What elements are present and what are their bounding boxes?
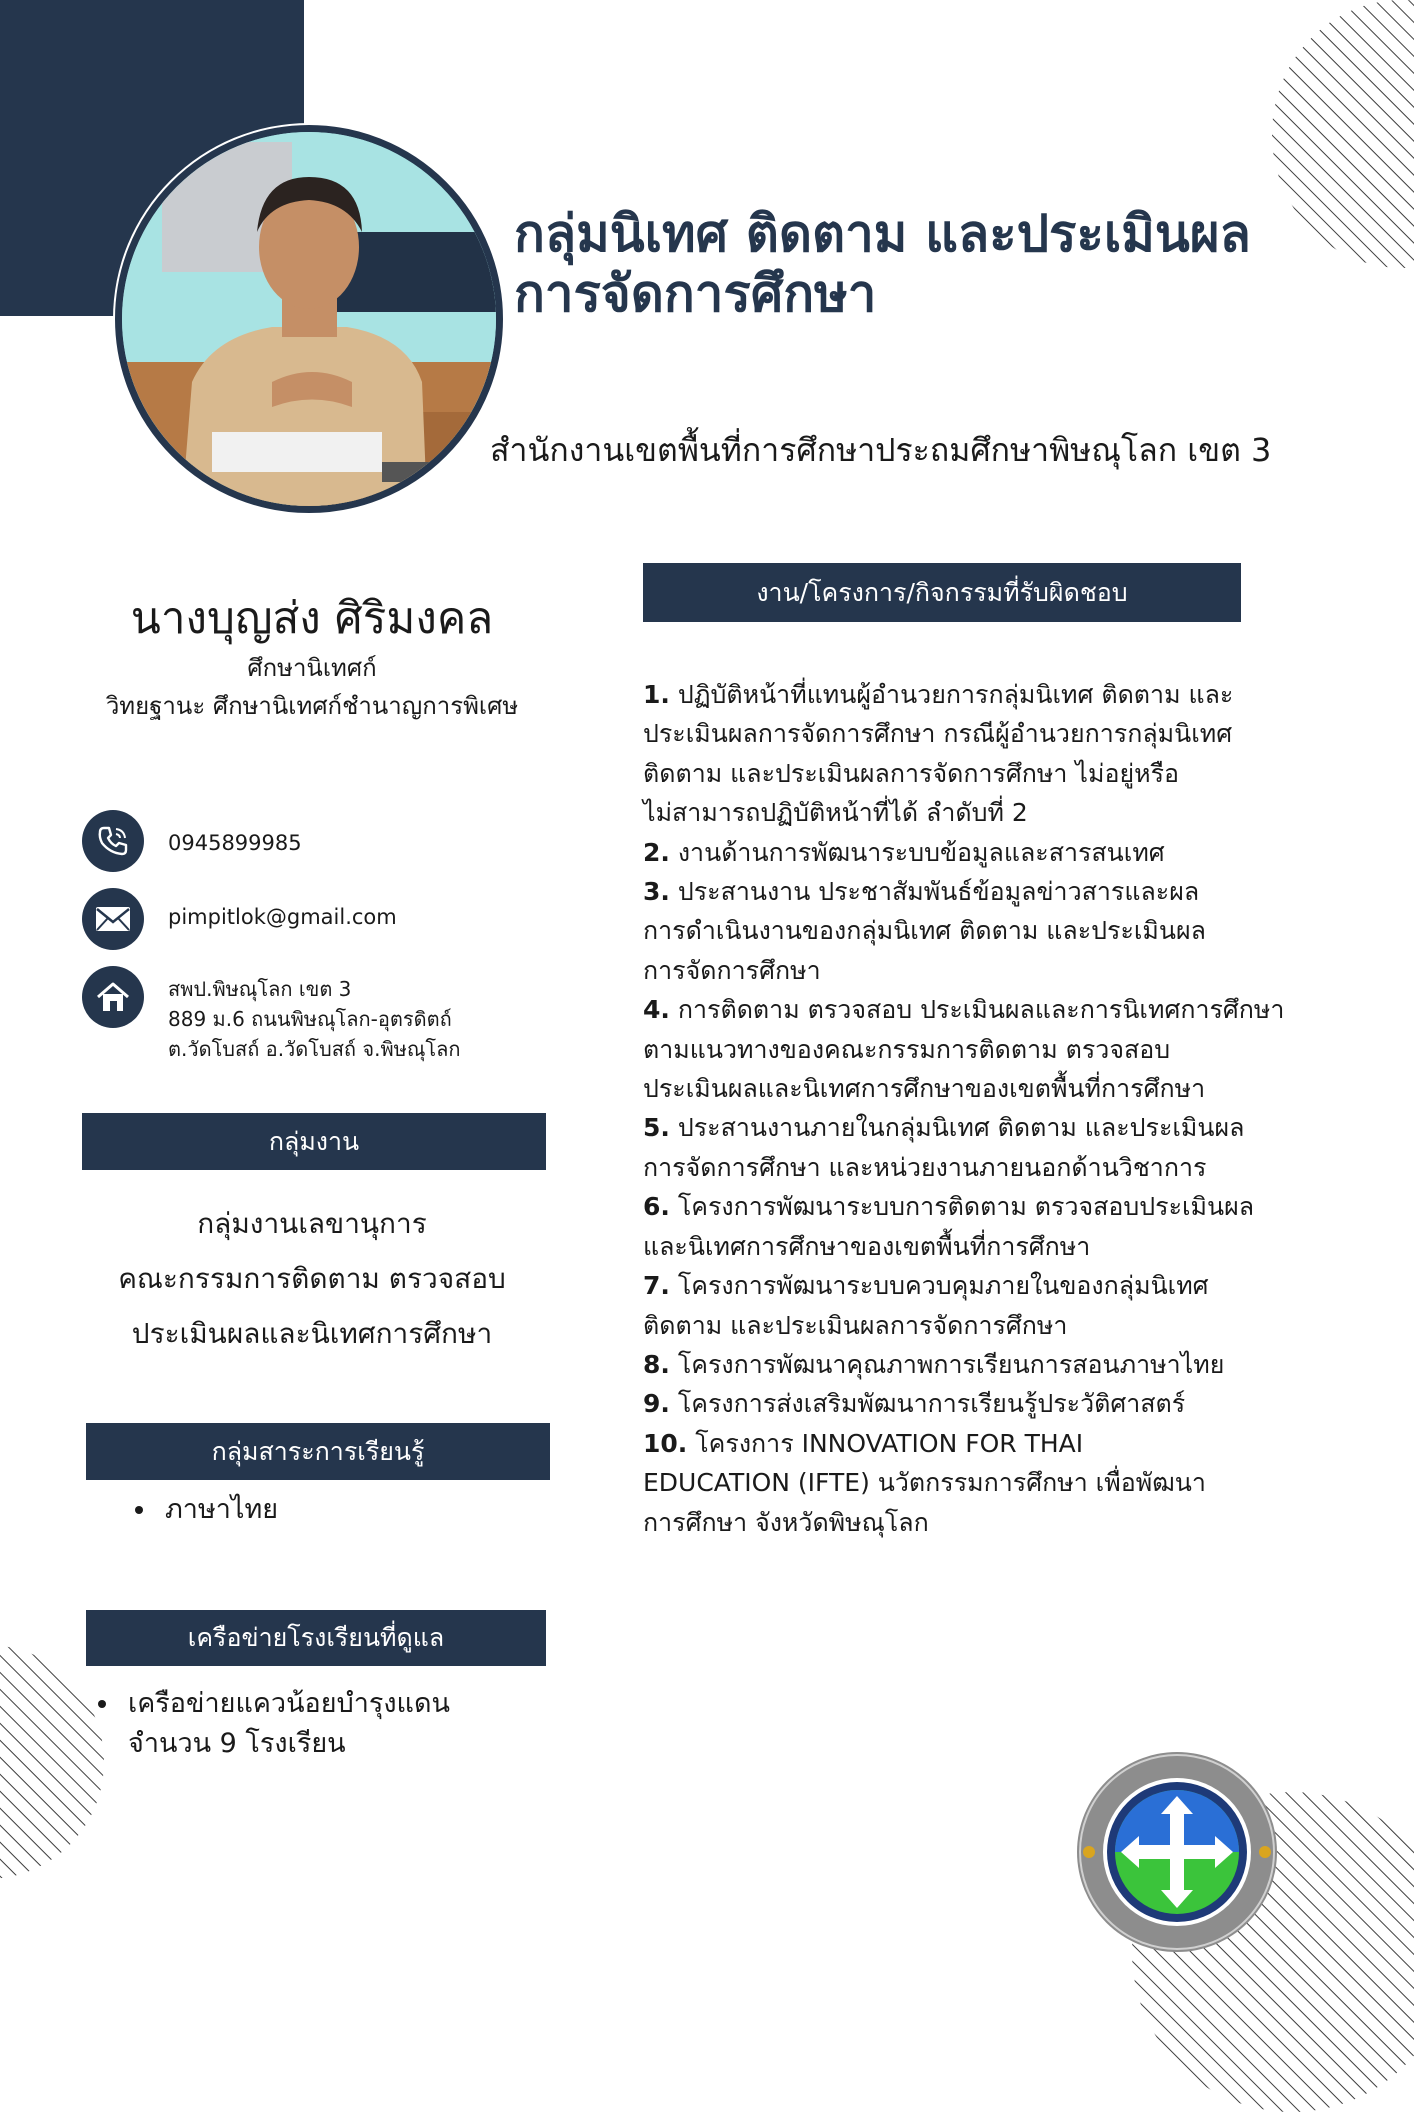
address xyxy=(168,974,460,1064)
school-network-count: จำนวน 9 โรงเรียน xyxy=(128,1728,346,1759)
duty-text: โครงการ INNOVATION FOR THAI xyxy=(687,1428,1084,1458)
duty-line xyxy=(643,1503,1343,1542)
email-address[interactable]: pimpitlok@gmail.com xyxy=(168,905,397,929)
duty-line xyxy=(643,1345,1343,1384)
duty-number: 10. xyxy=(643,1428,688,1458)
duty-line xyxy=(643,1069,1343,1108)
duty-text: การดำเนินงานของกลุ่มนิเทศ ติดตาม และประเมินผล xyxy=(643,916,1206,946)
work-group-list xyxy=(62,1196,562,1361)
work-group-item: ประเมินผลและนิเทศการศึกษา xyxy=(131,1317,493,1350)
duty-line xyxy=(643,1187,1343,1226)
duty-number: 3. xyxy=(643,877,670,907)
duty-line xyxy=(643,675,1343,714)
duties-heading: งาน/โครงการ/กิจกรรมที่รับผิดชอบ xyxy=(643,563,1241,622)
duty-line xyxy=(643,833,1343,872)
work-group-heading: กลุ่มงาน xyxy=(82,1113,546,1170)
duty-text: ไม่สามารถปฏิบัติหน้าที่ได้ ลำดับที่ 2 xyxy=(643,798,1028,828)
school-network-heading: เครือข่ายโรงเรียนที่ดูแล xyxy=(86,1610,546,1666)
office-seal-logo xyxy=(1075,1750,1279,1954)
duty-text: ติดตาม และประเมินผลการจัดการศึกษา ไม่อยู่หรือ xyxy=(643,758,1180,788)
duty-text: โครงการพัฒนาคุณภาพการเรียนการสอนภาษาไทย xyxy=(669,1349,1225,1379)
duty-text: ประเมินผลการจัดการศึกษา กรณีผู้อำนวยการกลุ่มนิเทศ xyxy=(643,719,1233,749)
person-position: ศึกษานิเทศก์ xyxy=(247,654,377,682)
subject-group-item: ภาษาไทย xyxy=(165,1490,278,1530)
duty-line xyxy=(643,793,1343,832)
duty-text: EDUCATION (IFTE) นวัตกรรมการศึกษา เพื่อพัฒนา xyxy=(643,1468,1206,1498)
duty-line xyxy=(643,1148,1343,1187)
duty-text: การจัดการศึกษา และหน่วยงานภายนอกด้านวิชาการ xyxy=(643,1152,1207,1182)
school-network-list xyxy=(128,1684,450,1764)
duty-text: ประสานงาน ประชาสัมพันธ์ข้อมูลข่าวสารและผล xyxy=(669,877,1200,907)
duties-list xyxy=(643,675,1343,1542)
duty-line xyxy=(643,1030,1343,1069)
duty-line xyxy=(643,951,1343,990)
address-line-3: ต.วัดโบสถ์ อ.วัดโบสถ์ จ.พิษณุโลก xyxy=(168,1037,461,1061)
profile-photo xyxy=(115,125,503,513)
duty-line xyxy=(643,1227,1343,1266)
duty-number: 2. xyxy=(643,837,670,867)
duty-line xyxy=(643,1266,1343,1305)
work-group-item: คณะกรรมการติดตาม ตรวจสอบ xyxy=(118,1262,506,1295)
duty-line xyxy=(643,1424,1343,1463)
duty-number: 9. xyxy=(643,1389,670,1419)
duty-text: โครงการพัฒนาระบบควบคุมภายในของกลุ่มนิเทศ xyxy=(669,1271,1209,1301)
duty-text: ปฏิบัติหน้าที่แทนผู้อำนวยการกลุ่มนิเทศ ติดตาม และ xyxy=(669,680,1234,709)
person-name: นางบุญส่ง ศิริมงคล xyxy=(130,593,494,644)
duty-line xyxy=(643,1108,1343,1147)
duty-text: การจัดการศึกษา xyxy=(643,955,821,985)
duty-line xyxy=(643,990,1343,1029)
duty-text: งานด้านการพัฒนาระบบข้อมูลและสารสนเทศ xyxy=(669,837,1165,867)
school-network-name: เครือข่ายแควน้อยบำรุงแดน xyxy=(128,1688,450,1719)
duty-number: 6. xyxy=(643,1192,670,1222)
duty-line xyxy=(643,872,1343,911)
hatched-circle-bottom-left xyxy=(0,1645,104,1879)
duty-number: 8. xyxy=(643,1349,670,1379)
page-title-line-1: กลุ่มนิเทศ ติดตาม และประเมินผล xyxy=(514,205,1251,264)
duty-line xyxy=(643,1384,1343,1423)
duty-text: ประสานงานภายในกลุ่มนิเทศ ติดตาม และประเมินผล xyxy=(669,1113,1245,1143)
school-network-item xyxy=(128,1684,450,1764)
duty-line xyxy=(643,911,1343,950)
subject-group-heading: กลุ่มสาระการเรียนรู้ xyxy=(86,1423,550,1480)
duty-line xyxy=(643,714,1343,753)
duty-text: ประเมินผลและนิเทศการศึกษาของเขตพื้นที่การศึกษา xyxy=(643,1074,1206,1104)
duty-number: 5. xyxy=(643,1113,670,1143)
duty-text: ตามแนวทางของคณะกรรมการติดตาม ตรวจสอบ xyxy=(643,1034,1171,1064)
mail-icon xyxy=(82,888,144,950)
duty-line xyxy=(643,1463,1343,1502)
duty-number: 1. xyxy=(643,680,670,709)
duty-text: การศึกษา จังหวัดพิษณุโลก xyxy=(643,1507,929,1537)
duty-line xyxy=(643,754,1343,793)
duty-text: ติดตาม และประเมินผลการจัดการศึกษา xyxy=(643,1310,1068,1340)
home-icon xyxy=(82,966,144,1028)
page-title xyxy=(514,205,1374,325)
phone-number[interactable]: 0945899985 xyxy=(168,831,302,855)
work-group-item: กลุ่มงานเลขานุการ xyxy=(197,1207,427,1240)
duty-text: โครงการส่งเสริมพัฒนาการเรียนรู้ประวัติศาสตร์ xyxy=(669,1389,1186,1419)
duty-text: โครงการพัฒนาระบบการติดตาม ตรวจสอบประเมินผล xyxy=(669,1192,1255,1222)
address-line-1: สพป.พิษณุโลก เขต 3 xyxy=(168,977,352,1001)
duty-number: 4. xyxy=(643,995,670,1025)
duty-text: การติดตาม ตรวจสอบ ประเมินผลและการนิเทศการศึกษา xyxy=(669,995,1285,1025)
page-title-line-2: การจัดการศึกษา xyxy=(514,265,877,324)
office-name: สำนักงานเขตพื้นที่การศึกษาประถมศึกษาพิษณุโลก เขต 3 xyxy=(490,431,1272,469)
duty-text: และนิเทศการศึกษาของเขตพื้นที่การศึกษา xyxy=(643,1231,1091,1261)
subject-group-list xyxy=(165,1490,278,1530)
duty-number: 7. xyxy=(643,1271,670,1301)
duty-line xyxy=(643,1306,1343,1345)
person-rank: วิทยฐานะ ศึกษานิเทศก์ชำนาญการพิเศษ xyxy=(105,692,519,720)
phone-icon xyxy=(82,810,144,872)
address-line-2: 889 ม.6 ถนนพิษณุโลก-อุตรดิตถ์ xyxy=(168,1007,452,1031)
